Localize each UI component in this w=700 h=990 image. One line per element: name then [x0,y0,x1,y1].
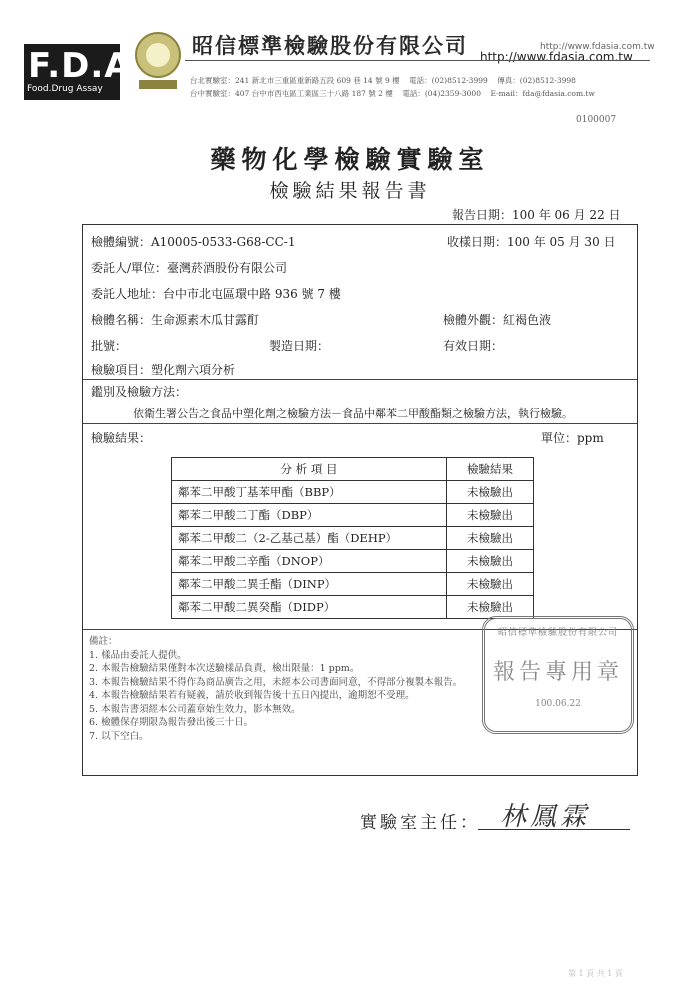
table-header-row [172,458,534,481]
stamp-main-text: 報告專用章 [492,660,623,685]
signature: 林鳳霖 [500,802,591,832]
result-table [171,457,534,619]
report-seal-stamp [482,616,634,734]
stamp-top-text: 昭信標準檢驗股份有限公司 [497,628,618,638]
note-item: 4. 本報告檢驗結果若有疑義，請於收到報告後十五日內提出，逾期恕不受理。 [89,690,415,701]
test-item: 檢驗項目：塑化劑六項分析 [91,363,236,377]
section-divider [83,423,637,424]
report-subtitle: 檢驗結果報告書 [269,180,431,202]
column-header-result: 檢驗結果 [447,458,534,481]
client-name: 委託人/單位：臺灣菸酒股份有限公司 [91,261,288,275]
company-url-small: http://www.fdasia.com.tw [540,42,655,52]
analyte-name: 鄰苯二甲酸丁基苯甲酯（BBP） [172,481,447,504]
sample-appearance: 檢體外觀：紅褐色液 [443,313,552,327]
company-address [190,74,660,100]
note-item: 2. 本報告檢驗結果僅對本次送驗樣品負責，檢出限量：1 ppm。 [89,663,360,674]
table-row [172,573,534,596]
analyte-name: 鄰苯二甲酸二（2-乙基己基）酯（DEHP） [172,527,447,550]
exp-date-label: 有效日期： [443,339,504,353]
receive-date: 收樣日期：100 年 05 月 30 日 [447,235,616,249]
analyte-name: 鄰苯二甲酸二丁酯（DBP） [172,504,447,527]
sample-number: 檢體編號：A10005-0533-G68-CC-1 [91,235,296,249]
company-name: 昭信標準檢驗股份有限公司 [192,33,468,58]
analyte-result: 未檢驗出 [447,504,534,527]
client-address: 委託人地址：台中市北屯區環中路 936 號 7 樓 [91,287,341,301]
address-line-1: 台北實驗室：241 新北市三重區重新路五段 609 巷 14 號 9 樓 電話：(02)8512-3999 傳真：(02)8512-3998 [190,76,576,85]
note-item: 6. 檢體保存期限為報告發出後三十日。 [89,717,254,728]
analyte-result: 未檢驗出 [447,527,534,550]
method-description: 依衛生署公告之食品中塑化劑之檢驗方法－食品中鄰苯二甲酸酯類之檢驗方法，執行檢驗。 [133,407,573,420]
notes-section [89,635,462,743]
fda-logo-subtext: Food.Drug Assay [27,84,103,94]
batch-label: 批號： [91,339,128,353]
section-divider [83,379,637,380]
table-row [172,481,534,504]
result-title: 檢驗結果： [91,431,152,445]
header-divider [185,60,650,61]
mfg-date-label: 製造日期： [269,339,330,353]
analyte-result: 未檢驗出 [447,596,534,619]
note-item: 3. 本報告檢驗結果不得作為商品廣告之用，未經本公司書面同意，不得部分複製本報告。 [89,676,463,688]
analyte-result: 未檢驗出 [447,573,534,596]
analyte-result: 未檢驗出 [447,550,534,573]
table-row [172,527,534,550]
company-emblem-icon [133,30,183,92]
note-item: 7. 以下空白。 [89,730,149,742]
table-row [172,550,534,573]
signature-line [478,829,630,830]
analyte-result: 未檢驗出 [447,481,534,504]
page-footer: 第 1 頁 共 1 頁 [568,969,623,978]
stamp-bottom-text: 100.06.22 [535,699,581,709]
document-number: 0100007 [576,115,617,125]
analyte-name: 鄰苯二甲酸二異壬酯（DINP） [172,573,447,596]
method-title: 鑑別及檢驗方法： [91,385,188,399]
table-row [172,504,534,527]
fda-logo [24,44,132,100]
sample-name: 檢體名稱：生命源素木瓜甘露酊 [91,313,260,327]
notes-title: 備註： [89,636,118,647]
unit-label: 單位：ppm [541,431,604,445]
signature-label: 實驗室主任： [360,813,480,833]
column-header-item: 分 析 項 目 [172,458,447,481]
company-url: http://www.fdasia.com.tw [480,50,633,64]
table-row [172,596,534,619]
report-title: 藥物化學檢驗實驗室 [210,145,490,174]
address-line-2: 台中實驗室：407 台中市西屯區工業區三十八路 187 號 2 樓 電話：(04)2359-3000 E-mail：fda@fdasia.com.tw [190,89,595,98]
note-item: 5. 本報告書須經本公司蓋章始生效力，影本無效。 [89,703,301,715]
note-item: 1. 樣品由委託人提供。 [89,649,187,661]
analyte-name: 鄰苯二甲酸二辛酯（DNOP） [172,550,447,573]
analyte-name: 鄰苯二甲酸二異癸酯（DIDP） [172,596,447,619]
fda-logo-text: F.D.A [28,46,132,86]
report-date: 報告日期：100 年 06 月 22 日 [452,208,621,222]
